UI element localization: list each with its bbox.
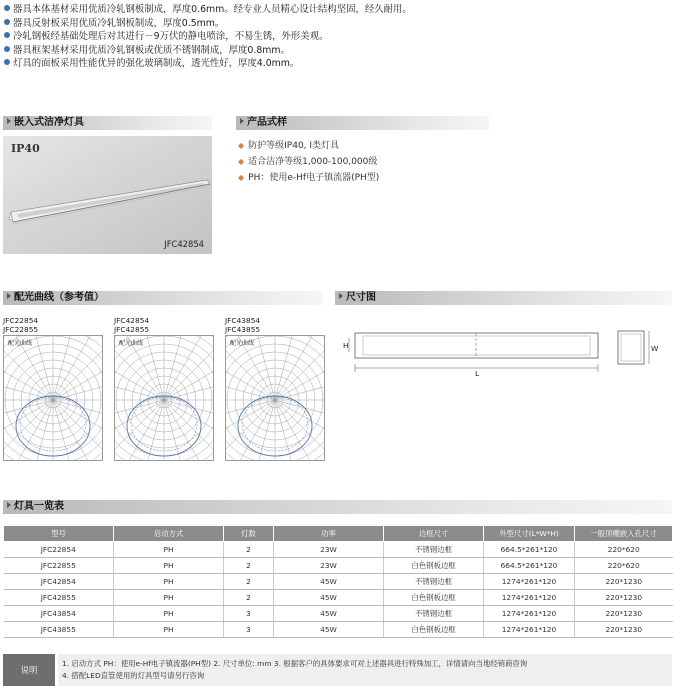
- polar-caption: 配光曲线: [230, 340, 255, 347]
- polar-caption: 配光曲线: [8, 340, 33, 347]
- cell-frame: 白色钢板边框: [384, 590, 484, 606]
- cell-size: 1274*261*120: [484, 606, 575, 622]
- cell-power: 45W: [274, 590, 384, 606]
- section-marker-icon: [7, 502, 11, 508]
- dim-label-w: W: [651, 344, 659, 353]
- cell-model: JFC22854: [4, 542, 114, 558]
- dim-label-l: L: [475, 369, 480, 378]
- polar-caption: 配光曲线: [119, 340, 144, 347]
- cell-model: JFC43854: [4, 606, 114, 622]
- notes-label: 说明: [3, 654, 55, 686]
- bullet-icon: [4, 5, 10, 11]
- spec-text: 防护等级IP40, I类灯具: [248, 141, 340, 151]
- table-header-row: [4, 526, 673, 542]
- feature-item: [4, 3, 672, 17]
- cell-start: PH: [114, 558, 224, 574]
- feature-text: 器具框架基材采用优质冷轧钢板或优质不锈钢制成，厚度0.8mm。: [13, 44, 290, 56]
- feature-text: 器具反射板采用优质冷轧钢板制成，厚度0.5mm。: [13, 17, 225, 29]
- cell-start: PH: [114, 574, 224, 590]
- dimension-section-title: 尺寸图: [346, 292, 376, 303]
- spec-section-header: [236, 116, 489, 130]
- diamond-bullet-icon: ◆: [238, 173, 245, 182]
- table-row: [4, 590, 673, 606]
- cell-size: 664.5*261*120: [484, 542, 575, 558]
- cell-start: PH: [114, 590, 224, 606]
- curve-chart-1: [3, 316, 103, 461]
- cell-start: PH: [114, 542, 224, 558]
- cell-model: JFC42855: [4, 590, 114, 606]
- col-header-lamps: 灯数: [224, 526, 274, 542]
- cell-cutout: 220*1230: [575, 590, 673, 606]
- cell-power: 45W: [274, 574, 384, 590]
- bullet-icon: [4, 19, 10, 25]
- cell-cutout: 220*1230: [575, 574, 673, 590]
- polar-diagram: [3, 335, 103, 461]
- polar-diagram: [114, 335, 214, 461]
- notes-box: [58, 654, 672, 686]
- cell-frame: 不锈钢边框: [384, 542, 484, 558]
- table-row: [4, 574, 673, 590]
- diamond-bullet-icon: ◆: [238, 157, 245, 166]
- dimension-section-header: [335, 291, 672, 305]
- feature-item: [4, 30, 672, 44]
- section-marker-icon: [339, 293, 343, 299]
- cell-lamps: 2: [224, 574, 274, 590]
- table-section-header: [3, 500, 672, 514]
- cell-power: 23W: [274, 542, 384, 558]
- product-section-header: [3, 116, 212, 130]
- spec-item: [238, 154, 488, 170]
- feature-list: [4, 3, 672, 71]
- cell-lamps: 2: [224, 558, 274, 574]
- polar-grid: [4, 336, 102, 460]
- col-header-cutout: 一般顶棚嵌入孔尺寸: [575, 526, 673, 542]
- spec-list: [238, 138, 488, 186]
- table-row: [4, 606, 673, 622]
- feature-item: [4, 44, 672, 58]
- cell-start: PH: [114, 606, 224, 622]
- polar-grid: [115, 336, 213, 460]
- dimension-svg: [335, 312, 672, 382]
- cell-power: 45W: [274, 622, 384, 638]
- spec-section-title: 产品式样: [247, 117, 287, 128]
- curve-chart-3: [225, 316, 325, 461]
- curve-section-header: [3, 291, 323, 305]
- curve-section-title: 配光曲线（参考值）: [14, 292, 104, 303]
- cell-power: 23W: [274, 558, 384, 574]
- table-section-title: 灯具一览表: [14, 501, 64, 512]
- dimension-drawing: [335, 312, 672, 382]
- section-marker-icon: [7, 293, 11, 299]
- table-row: [4, 558, 673, 574]
- cell-cutout: 220*620: [575, 558, 673, 574]
- cell-size: 1274*261*120: [484, 590, 575, 606]
- product-section-title: 嵌入式洁净灯具: [14, 117, 84, 128]
- col-header-power: 功率: [274, 526, 384, 542]
- curve-chart-2: [114, 316, 214, 461]
- cell-size: 1274*261*120: [484, 622, 575, 638]
- col-header-start: 启动方式: [114, 526, 224, 542]
- curve-model: JFC42854: [114, 316, 150, 325]
- product-table: [3, 525, 673, 638]
- spec-item: [238, 170, 488, 186]
- curve-model: JFC42855: [114, 325, 150, 334]
- table-row: [4, 542, 673, 558]
- feature-item: [4, 57, 672, 71]
- spec-item: [238, 138, 488, 154]
- cell-lamps: 3: [224, 606, 274, 622]
- luminaire-image: [3, 136, 212, 254]
- diamond-bullet-icon: ◆: [238, 141, 245, 150]
- cell-model: JFC43855: [4, 622, 114, 638]
- section-marker-icon: [7, 118, 11, 124]
- ip-rating: IP40: [11, 142, 40, 155]
- cell-cutout: 220*620: [575, 542, 673, 558]
- feature-text: 器具本体基材采用优质冷轧钢板制成，厚度0.6mm。经专业人员精心设计结构坚固，经久耐用。: [13, 4, 412, 15]
- col-header-frame: 边框尺寸: [384, 526, 484, 542]
- polar-diagram: [225, 335, 325, 461]
- polar-grid: [226, 336, 324, 460]
- feature-text: 冷轧钢板经基础处理后对其进行－9万伏的静电喷涂，不易生锈，外形美观。: [13, 31, 329, 43]
- bullet-icon: [4, 59, 10, 65]
- curve-model: JFC43854: [225, 316, 261, 325]
- notes-line-1: 1. 启动方式 PH：使用e-Hf电子镇流器(PH型) 2. 尺寸单位: mm 3. 根据客户的具体要求可对上述器具进行特殊加工，详情请向当地经销商咨询: [62, 659, 528, 668]
- cell-lamps: 3: [224, 622, 274, 638]
- cell-cutout: 220*1230: [575, 606, 673, 622]
- cell-power: 45W: [274, 606, 384, 622]
- notes-line-2: 4. 搭配LED直管使用的灯具型号请另行咨询: [62, 671, 205, 680]
- cell-frame: 不锈钢边框: [384, 574, 484, 590]
- feature-item: [4, 17, 672, 31]
- product-model: JFC42854: [164, 239, 204, 249]
- col-header-size: 外型尺寸(L*W*H): [484, 526, 575, 542]
- cell-lamps: 2: [224, 590, 274, 606]
- cell-frame: 白色钢板边框: [384, 622, 484, 638]
- curve-model: JFC43855: [225, 325, 261, 334]
- spec-text: 适合洁净等级1,000-100,000级: [248, 157, 378, 167]
- cell-model: JFC42854: [4, 574, 114, 590]
- bullet-icon: [4, 32, 10, 38]
- cell-frame: 白色钢板边框: [384, 558, 484, 574]
- curve-model: JFC22854: [3, 316, 39, 325]
- bullet-icon: [4, 46, 10, 52]
- spec-text: PH：使用e-Hf电子镇流器(PH型): [248, 173, 380, 183]
- cell-size: 664.5*261*120: [484, 558, 575, 574]
- cell-size: 1274*261*120: [484, 574, 575, 590]
- cell-cutout: 220*1230: [575, 622, 673, 638]
- cell-frame: 不锈钢边框: [384, 606, 484, 622]
- product-photo: [3, 136, 212, 254]
- cell-lamps: 2: [224, 542, 274, 558]
- dim-label-h: H: [343, 341, 349, 350]
- table-row: [4, 622, 673, 638]
- col-header-model: 型号: [4, 526, 114, 542]
- cell-start: PH: [114, 622, 224, 638]
- feature-text: 灯具的面板采用性能优异的强化玻璃制成，透光性好，厚度4.0mm。: [13, 58, 300, 70]
- curve-model: JFC22855: [3, 325, 39, 334]
- cell-model: JFC22855: [4, 558, 114, 574]
- section-marker-icon: [240, 118, 244, 124]
